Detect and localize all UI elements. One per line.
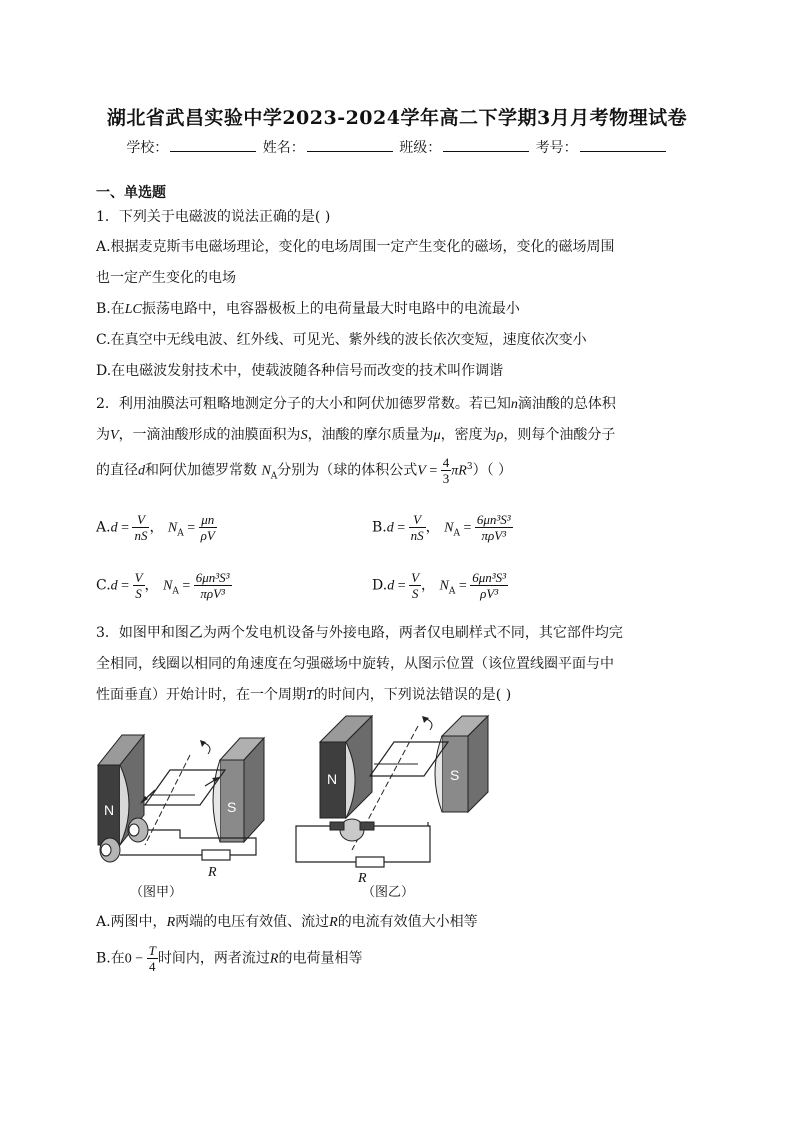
q2-l1-n: n [510, 397, 518, 412]
q2-sphere-fraction [441, 455, 452, 486]
name-blank [307, 139, 393, 152]
q2-l1-b: 滴油酸的总体积 [517, 396, 616, 412]
q2-l3-a: 的直径 [96, 462, 138, 479]
figure-b-caption: （图乙） [362, 884, 415, 899]
q1-b-pre: B.在 [96, 301, 125, 317]
q2-a-d-frac [132, 512, 149, 543]
q2-l2-e: ，则每个油酸分子 [503, 427, 616, 443]
resistor-label-a: R [208, 865, 217, 880]
q3-l3-b: 的时间内，下列说法错误的是( ) [313, 687, 512, 703]
q2-c-d-frac [133, 570, 145, 601]
q2-c-d: d [110, 578, 118, 594]
q2-a-d-den: nS [134, 528, 148, 543]
q2-sphere-den: 3 [442, 471, 450, 486]
q2-b-d: d [386, 520, 394, 536]
q2-c-d-den: S [135, 586, 142, 601]
figure-a-caption: （图甲） [130, 884, 183, 899]
q2-l2-a: 为 [96, 427, 110, 443]
q2-b-comma: ， [425, 519, 440, 536]
q2-a-comma: ， [149, 519, 164, 536]
q2-a-eq: = [117, 520, 133, 536]
q3-a-pre: A.两图中， [96, 914, 167, 930]
q2-b-na: N [444, 520, 454, 536]
magnet-s-label-a: S [227, 799, 237, 815]
q2-l2-mu: μ [433, 428, 441, 443]
q3-line3 [96, 684, 511, 704]
q2-a-na-sub: A [177, 528, 184, 539]
q2-l2-d: ，密度为 [440, 427, 497, 443]
q1-option-c: C.在真空中无线电波、红外线、可见光、紫外线的波长依次变短，速度依次变小 [96, 332, 587, 348]
q2-c-label: C. [96, 577, 111, 594]
q1-stem: 1．下列关于电磁波的说法正确的是( ) [96, 209, 331, 225]
q2-c-eq2: = [178, 578, 194, 594]
q2-c-comma: ， [144, 577, 159, 594]
q2-c-d-num: V [134, 570, 143, 585]
q2-l2-b: ，一滴油酸形成的油膜面积为 [118, 427, 301, 443]
class-blank [443, 139, 529, 152]
q2-b-na-frac [475, 512, 513, 543]
q2-c-na-num: 6μn³S³ [195, 570, 230, 585]
q3-option-a [96, 911, 478, 931]
resistor-label-b: R [358, 871, 367, 886]
q2-l2-c: ，油酸的摩尔质量为 [307, 427, 434, 443]
q2-l3-c: 分别为（球的体积公式 [277, 462, 418, 479]
q2-l2-rho: ρ [496, 428, 504, 443]
q2-l3-eq: = [425, 463, 441, 479]
q3-b-post: 的电荷量相等 [278, 950, 363, 967]
q2-b-eq2: = [459, 520, 475, 536]
name-label: 姓名： [262, 140, 305, 156]
q2-b-label: B. [372, 519, 387, 536]
q2-a-eq2: = [183, 520, 199, 536]
q2-l3-v: V [417, 463, 426, 479]
student-info-line [0, 137, 794, 157]
q2-l2-s: S [300, 428, 308, 443]
q2-d-d-num: V [411, 570, 420, 585]
q2-b-na-sub: A [453, 528, 460, 539]
q2-b-na-den: πρV³ [481, 528, 507, 543]
q1-b-lc: LC [124, 302, 142, 317]
magnet-n-label-a: N [104, 802, 115, 818]
q2-c-eq: = [117, 578, 133, 594]
school-label: 学校： [126, 140, 169, 156]
q2-l2-v: V [110, 428, 119, 443]
q2-d-na: N [439, 578, 449, 594]
q1-b-post: 振荡电路中，电容器极板上的电荷量最大时电路中的电流最小 [141, 301, 520, 317]
magnet-s-label-b: S [450, 767, 460, 783]
q2-d-comma: ， [421, 577, 436, 594]
q2-d-eq: = [394, 578, 410, 594]
q2-line1 [96, 393, 616, 413]
q2-a-na-frac [199, 512, 217, 543]
school-blank [170, 139, 256, 152]
q2-l3-na: N [261, 463, 271, 479]
q2-line2 [96, 424, 615, 444]
q2-l3-d: d [138, 463, 145, 479]
exam-no-label: 考号： [535, 140, 578, 156]
exam-no-blank [580, 139, 666, 152]
q3-b-pre: B.在 [96, 950, 125, 967]
q2-l3-pir: πR [451, 463, 467, 479]
q3-b-den: 4 [149, 959, 156, 974]
q3-a-post: 的电流有效值大小相等 [337, 914, 478, 930]
q2-d-na-den: ρV³ [480, 586, 499, 601]
q2-a-na-num: μn [199, 512, 217, 528]
q2-option-d [372, 570, 508, 601]
q3-a-r2: R [329, 915, 338, 930]
q3-option-b [96, 943, 362, 974]
q2-l3-end: ）（ ） [472, 462, 513, 479]
q2-b-na-num: 6μn³S³ [476, 512, 511, 527]
q3-b-fraction [147, 943, 158, 974]
q2-l3-exp: 3 [466, 461, 473, 472]
q2-a-na: N [167, 520, 178, 536]
q1-option-a-line2: 也一定产生变化的电场 [96, 270, 236, 286]
q2-a-na-den: ρV [200, 528, 215, 543]
q2-c-na: N [162, 578, 173, 594]
q3-line2: 全相同，线圈以相同的角速度在匀强磁场中旋转，从图示位置（该位置线圈平面与中 [96, 656, 614, 672]
q3-a-r1: R [166, 915, 176, 930]
q2-option-c [96, 570, 232, 601]
q2-a-label: A. [96, 519, 111, 536]
q2-c-na-frac [194, 570, 232, 601]
q2-c-na-den: πρV³ [200, 586, 225, 601]
generator-figure-b [290, 712, 495, 900]
q2-d-eq2: = [455, 578, 471, 594]
q2-a-d-num: V [132, 512, 149, 528]
q2-d-na-frac [470, 570, 508, 601]
q2-b-eq: = [393, 520, 409, 536]
section-heading: 一、单选题 [96, 185, 166, 201]
q2-b-d-frac [409, 512, 426, 543]
q3-b-num: T [148, 943, 156, 958]
q3-b-mid: 时间内，两者流过 [157, 950, 270, 967]
q2-d-na-num: 6μn³S³ [472, 570, 507, 585]
q2-line3 [96, 455, 512, 486]
q2-a-d: d [110, 520, 118, 536]
magnet-n-label-b: N [327, 771, 338, 787]
q3-l3-t: T [306, 688, 314, 703]
q2-b-d-den: nS [410, 528, 424, 543]
q2-l1-a: 2．利用油膜法可粗略地测定分子的大小和阿伏加德罗常数。若已知 [96, 396, 511, 412]
q3-b-zero: 0 − [124, 951, 147, 967]
q2-option-b [372, 512, 513, 543]
class-label: 班级： [399, 140, 442, 156]
q2-d-d: d [387, 578, 395, 594]
q2-d-d-frac [409, 570, 421, 601]
q2-b-d-num: V [409, 512, 426, 528]
q2-d-d-den: S [411, 586, 419, 601]
q2-l3-b: 和阿伏加德罗常数 [145, 462, 257, 479]
q2-c-na-sub: A [172, 586, 179, 597]
q3-line1: 3．如图甲和图乙为两个发电机设备与外接电路，两者仅电刷样式不同，其它部件均完 [96, 625, 623, 641]
generator-figure-a [90, 720, 270, 900]
q3-b-r: R [269, 951, 279, 967]
q2-d-label: D. [372, 577, 388, 594]
q2-option-a [96, 512, 217, 543]
q2-l3-na-sub: A [270, 471, 278, 482]
q2-d-na-sub: A [448, 586, 456, 597]
q3-a-mid: 两端的电压有效值、流过 [175, 914, 330, 930]
q2-sphere-num: 4 [442, 455, 450, 470]
q1-option-a-line1: A.根据麦克斯韦电磁场理论，变化的电场周围一定产生变化的磁场，变化的磁场周围 [96, 239, 615, 255]
page-title: 湖北省武昌实验中学2023-2024学年高二下学期3月月考物理试卷 [106, 107, 688, 129]
q3-l3-a: 性面垂直）开始计时，在一个周期 [96, 687, 306, 703]
q1-option-d: D.在电磁波发射技术中，使载波随各种信号而改变的技术叫作调谐 [96, 363, 504, 379]
q1-option-b [96, 298, 520, 318]
